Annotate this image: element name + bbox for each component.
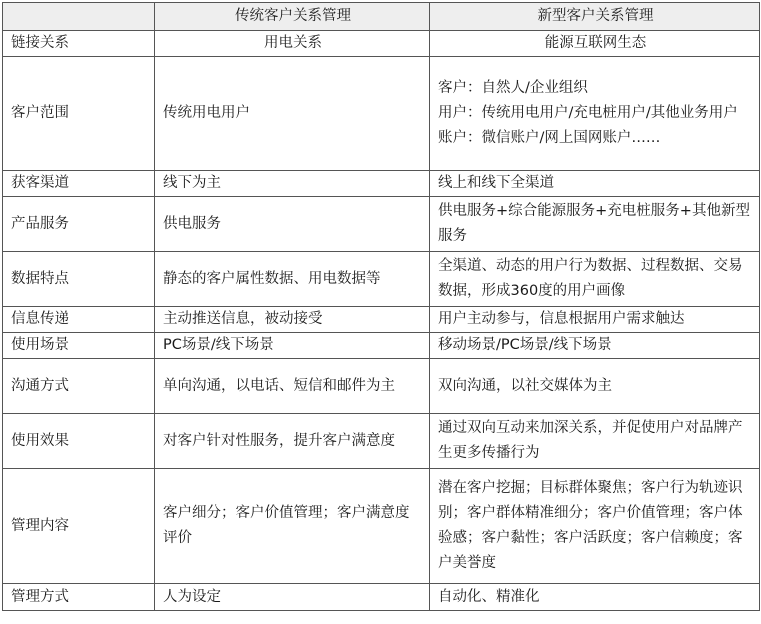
row-dimension: 获客渠道 xyxy=(3,171,155,197)
cell-text: 账户：微信账户/网上国网账户…… xyxy=(438,130,661,146)
new-crm-cell xyxy=(430,333,760,359)
row-dimension: 链接关系 xyxy=(3,31,155,57)
new-crm-cell xyxy=(430,171,760,197)
cell-text: 供电服务+综合能源服务+充电桩服务+其他新型服务 xyxy=(438,203,750,244)
table-row xyxy=(3,333,760,359)
traditional-crm-cell xyxy=(155,414,430,469)
traditional-crm-cell xyxy=(155,469,430,584)
cell-text: 双向沟通，以社交媒体为主 xyxy=(438,377,612,394)
cell-text: 客户：自然人/企业组织 xyxy=(438,80,588,96)
table-row xyxy=(3,414,760,469)
new-crm-cell xyxy=(430,31,760,57)
row-dimension: 信息传递 xyxy=(3,307,155,333)
traditional-crm-cell xyxy=(155,57,430,171)
row-dimension: 使用效果 xyxy=(3,414,155,469)
traditional-crm-cell xyxy=(155,333,430,359)
cell-text: 线上和线下全渠道 xyxy=(438,175,554,191)
cell-text: PC场景/线下场景 xyxy=(163,337,274,353)
row-dimension: 产品服务 xyxy=(3,197,155,252)
row-dimension: 客户范围 xyxy=(3,57,155,171)
new-crm-cell xyxy=(430,359,760,414)
cell-text: 全渠道、动态的用户行为数据、过程数据、交易数据，形成360度的用户画像 xyxy=(438,258,743,299)
cell-text: 能源互联网生态 xyxy=(544,35,647,51)
new-crm-cell xyxy=(430,252,760,307)
cell-text: 传统用电用户 xyxy=(163,105,250,121)
new-crm-cell xyxy=(430,584,760,611)
traditional-crm-cell xyxy=(155,197,430,252)
header-traditional-crm: 传统客户关系管理 xyxy=(155,3,430,31)
traditional-crm-cell xyxy=(155,171,430,197)
row-dimension: 管理方式 xyxy=(3,584,155,611)
table-row xyxy=(3,469,760,584)
cell-text: 供电服务 xyxy=(163,215,221,232)
cell-text: 潜在客户挖掘；目标群体聚焦；客户行为轨迹识别；客户群体精准细分；客户价值管理；客户体验感；客户黏性；客户活跃度；客户信赖度；客户美誉度 xyxy=(438,480,743,571)
table-row xyxy=(3,197,760,252)
header-row xyxy=(3,3,760,31)
row-dimension: 管理内容 xyxy=(3,469,155,584)
traditional-crm-cell xyxy=(155,359,430,414)
cell-text: 用电关系 xyxy=(264,35,322,51)
traditional-crm-cell xyxy=(155,584,430,611)
cell-text: 移动场景/PC场景/线下场景 xyxy=(438,337,612,353)
header-new-crm: 新型客户关系管理 xyxy=(430,3,760,31)
comparison-table xyxy=(2,2,760,611)
cell-text: 客户细分；客户价值管理；客户满意度评价 xyxy=(163,505,410,546)
cell-text: 通过双向互动来加深关系，并促使用户对品牌产生更多传播行为 xyxy=(438,420,743,461)
cell-text: 主动推送信息，被动接受 xyxy=(163,311,323,327)
table-row xyxy=(3,252,760,307)
row-dimension: 使用场景 xyxy=(3,333,155,359)
cell-text: 自动化、精准化 xyxy=(438,588,540,605)
header-dimension xyxy=(3,3,155,31)
table-row xyxy=(3,584,760,611)
new-crm-cell xyxy=(430,469,760,584)
new-crm-cell xyxy=(430,57,760,171)
cell-text: 线下为主 xyxy=(163,175,221,191)
row-dimension: 沟通方式 xyxy=(3,359,155,414)
row-dimension: 数据特点 xyxy=(3,252,155,307)
cell-text: 单向沟通，以电话、短信和邮件为主 xyxy=(163,377,395,394)
table-row xyxy=(3,57,760,171)
cell-text: 静态的客户属性数据、用电数据等 xyxy=(163,270,381,287)
cell-text: 用户：传统用电用户/充电桩用户/其他业务用户 xyxy=(438,105,738,121)
traditional-crm-cell xyxy=(155,307,430,333)
table-row xyxy=(3,307,760,333)
traditional-crm-cell xyxy=(155,252,430,307)
new-crm-cell xyxy=(430,307,760,333)
table-row xyxy=(3,31,760,57)
traditional-crm-cell xyxy=(155,31,430,57)
cell-text: 用户主动参与，信息根据用户需求触达 xyxy=(438,311,685,327)
table-row xyxy=(3,359,760,414)
table-row xyxy=(3,171,760,197)
cell-text: 人为设定 xyxy=(163,588,221,605)
new-crm-cell xyxy=(430,197,760,252)
cell-text: 对客户针对性服务，提升客户满意度 xyxy=(163,432,395,449)
new-crm-cell xyxy=(430,414,760,469)
